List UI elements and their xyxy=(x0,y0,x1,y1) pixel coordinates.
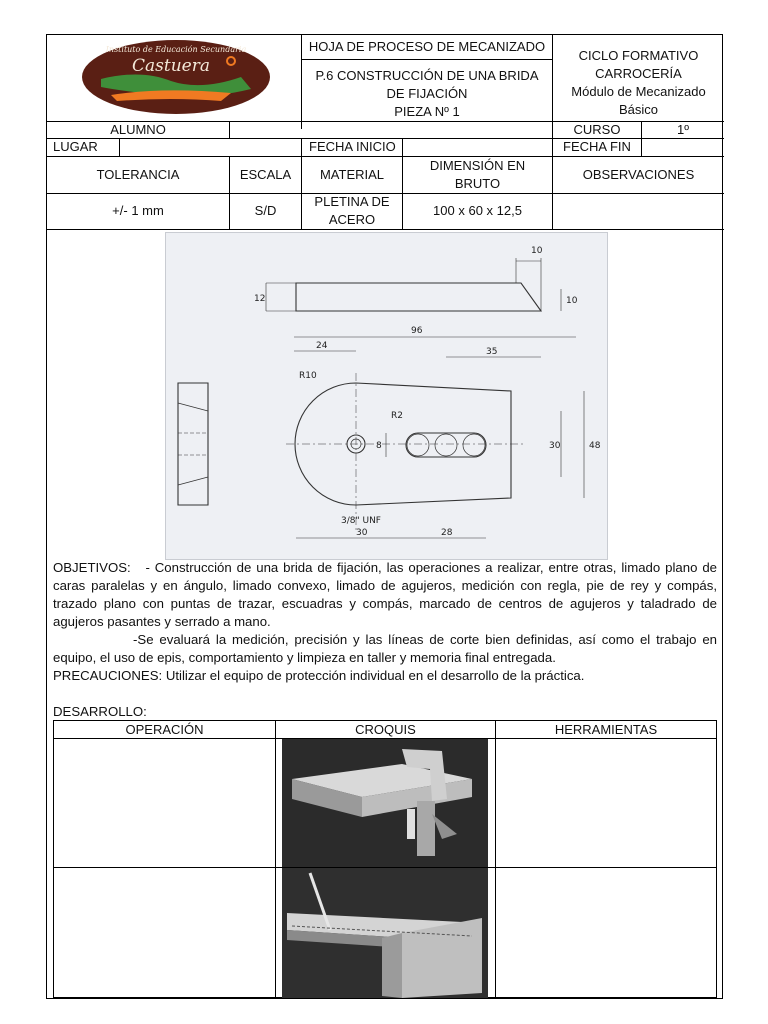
row2-operacion[interactable] xyxy=(54,868,275,998)
dimension-header-line1: DIMENSIÓN EN xyxy=(429,157,526,173)
dim-r10: R10 xyxy=(299,371,317,381)
alumno-field[interactable] xyxy=(230,121,552,138)
logo-line2: Castuera xyxy=(132,56,210,76)
dim-28: 28 xyxy=(441,528,453,538)
observaciones-header: OBSERVACIONES xyxy=(582,166,695,182)
alumno-label: ALUMNO xyxy=(110,121,166,137)
evaluation-paragraph: -Se evaluará la medición, precisión y las líneas de corte bien definidas, así como el trabajo en equipo, el uso de epis, comportamiento y limpieza en taller y memoria final entregada. xyxy=(53,632,717,665)
lugar-label: LUGAR xyxy=(53,139,98,154)
material-line1: PLETINA DE xyxy=(314,194,390,209)
dim-24: 24 xyxy=(316,341,328,351)
dim-12: 12 xyxy=(254,294,266,304)
tolerancia-header: TOLERANCIA xyxy=(96,166,180,182)
curso-value[interactable]: 1º xyxy=(677,121,689,137)
croquis-photo-2 xyxy=(282,868,488,998)
objectives-paragraph xyxy=(53,559,717,631)
precautions-paragraph: PRECAUCIONES: Utilizar el equipo de protección individual en el desarrollo de la práctica. xyxy=(53,668,585,683)
dim-thread: 3/8" UNF xyxy=(341,516,381,526)
school-logo xyxy=(81,39,271,115)
logo-line1: Instituto de Educación Secundaria xyxy=(105,45,247,54)
dim-10-right: 10 xyxy=(566,296,578,306)
practice-title xyxy=(302,61,552,127)
fecha-inicio-field[interactable] xyxy=(403,138,552,156)
row2-herramientas[interactable] xyxy=(496,868,716,998)
lugar-field[interactable] xyxy=(120,138,301,156)
escala-header: ESCALA xyxy=(239,166,292,182)
row1-operacion[interactable] xyxy=(54,739,275,867)
course-line4: Básico xyxy=(618,102,659,117)
desarrollo-label: DESARROLLO: xyxy=(53,704,147,719)
header-herramientas: HERRAMIENTAS xyxy=(554,721,658,737)
dimension-value: 100 x 60 x 12,5 xyxy=(433,203,522,218)
curso-label: CURSO xyxy=(573,121,621,137)
material-value xyxy=(302,193,402,229)
dim-35: 35 xyxy=(486,347,498,357)
tolerancia-value: +/- 1 mm xyxy=(112,203,164,218)
course-line3: Módulo de Mecanizado xyxy=(571,84,706,99)
material-line2: ACERO xyxy=(328,212,376,227)
row1-herramientas[interactable] xyxy=(496,739,716,867)
header-operacion: OPERACIÓN xyxy=(125,721,204,737)
technical-drawing xyxy=(165,232,608,560)
course-line1: CICLO FORMATIVO xyxy=(578,48,699,63)
sheet-title: HOJA DE PROCESO DE MECANIZADO xyxy=(308,39,546,54)
dim-r2: R2 xyxy=(391,411,403,421)
process-table xyxy=(53,720,717,998)
dimension-header xyxy=(403,156,552,193)
header-croquis: CROQUIS xyxy=(355,721,416,737)
dim-30-bottom: 30 xyxy=(356,528,368,538)
fecha-fin-label: FECHA FIN xyxy=(563,139,631,154)
observaciones-field[interactable] xyxy=(553,193,724,229)
objectives-text: - Construcción de una brida de fijación, las operaciones a realizar, entre otras, limado plano de caras paralelas y en ángulo, limado convexo, limado de agujeros, medición con regla, pie de rey y compás, trazado plano con puntas de trazar, escuadras y compás, marcado de centros de agujeros y taladrado de agujeros pasantes y serrado a mano. xyxy=(53,560,717,629)
practice-line2: DE FIJACIÓN xyxy=(386,86,468,101)
fecha-inicio-label: FECHA INICIO xyxy=(309,139,396,154)
material-header: MATERIAL xyxy=(319,166,385,182)
practice-line1: P.6 CONSTRUCCIÓN DE UNA BRIDA xyxy=(315,68,539,83)
objectives-label: OBJETIVOS: xyxy=(53,560,131,575)
course-line2: CARROCERÍA xyxy=(595,66,682,81)
course-info xyxy=(553,39,724,127)
dim-30: 30 xyxy=(549,441,561,451)
dimension-header-line2: BRUTO xyxy=(454,175,501,191)
escala-value: S/D xyxy=(254,203,277,218)
dim-96: 96 xyxy=(411,326,423,336)
dim-48: 48 xyxy=(589,441,601,451)
dim-10-top: 10 xyxy=(531,246,543,256)
fecha-fin-field[interactable] xyxy=(642,138,724,156)
piece-number: PIEZA Nº 1 xyxy=(394,104,460,119)
dim-8: 8 xyxy=(376,441,382,451)
croquis-photo-1 xyxy=(282,739,488,867)
process-sheet xyxy=(46,34,723,999)
